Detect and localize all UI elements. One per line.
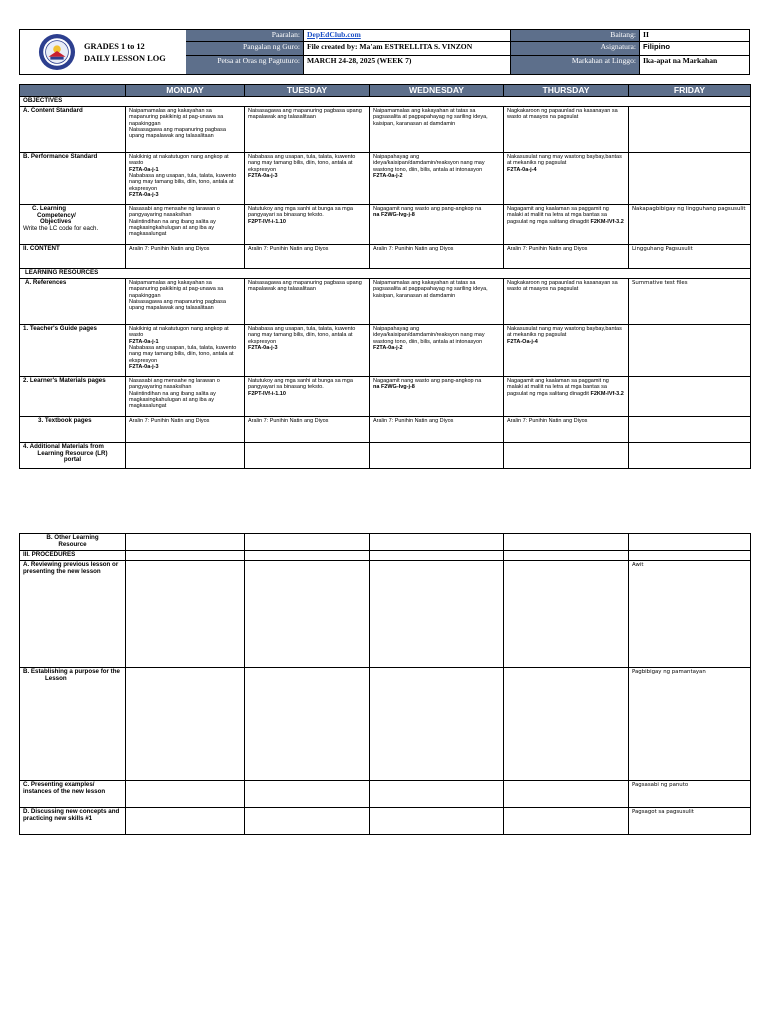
ps-wed-code: F2TA-0a-j-2 xyxy=(373,173,403,180)
ps-thursday xyxy=(504,152,629,204)
other-resources-label xyxy=(20,534,126,551)
dll-header xyxy=(19,29,750,75)
am-monday xyxy=(126,442,245,468)
quarter-label: Markahan at Linggo: xyxy=(511,56,640,74)
procedures-row xyxy=(20,551,751,561)
am-thursday xyxy=(504,442,629,468)
ref-friday: Summative test files xyxy=(629,278,751,324)
title-dll: DAILY LESSON LOG xyxy=(84,54,166,63)
proc-monday xyxy=(126,551,245,561)
purpose-label-1: B. Establishing a purpose for the xyxy=(23,667,120,675)
additional-materials-row xyxy=(20,442,751,468)
content-friday: Lingguhang Pagsusulit xyxy=(629,244,751,268)
lc-thu-text: Nagagamit ang kaalaman sa paggamit ng malaki at maliit na letra at mga bantas sa pagsulat ng mga salitang dinagdit xyxy=(507,205,609,225)
ref-wednesday: Naipamamalas ang kakayahan at tatas sa pagsasalita at pagpapahayag ng sariling ideya, kaisipan, karanasan at damdamin xyxy=(370,278,504,324)
tb-tuesday: Aralin 7: Punihin Natin ang Diyos xyxy=(245,416,370,442)
purpose-monday xyxy=(126,667,245,780)
day-wednesday: WEDNESDAY xyxy=(370,85,504,97)
day-thursday: THURSDAY xyxy=(504,85,629,97)
review-wednesday xyxy=(370,560,504,667)
tg-wednesday xyxy=(370,324,504,376)
or-label-2: Resource xyxy=(58,540,87,548)
cs-wednesday: Naipamamalas ang kakayahan at tatas sa pagsasalita at pagpapahayag ng sariling ideya, kaisipan, karanasan at damdamin xyxy=(370,106,504,152)
lm-wednesday xyxy=(370,376,504,416)
proc-thursday xyxy=(504,551,629,561)
or-monday xyxy=(126,534,245,551)
ps-wed-text: Naipapahayag ang ideya/kaisipan/damdamin/reaksyon nang may wastong tono, diin, bilis, antala at intonasyon xyxy=(373,153,485,173)
tg-wed-text: Naipapahayag ang ideya/kaisipan/damdamin/reaksyon nang may wastong tono, diin, bilis, antala at intonasyon xyxy=(373,325,485,345)
review-thursday xyxy=(504,560,629,667)
proc-friday xyxy=(629,551,751,561)
competency-label-1: C. Learning xyxy=(32,204,67,212)
dll-table-main xyxy=(19,84,751,469)
content-standard-row xyxy=(20,106,751,152)
teachers-guide-label: 1. Teacher's Guide pages xyxy=(20,324,126,376)
review-monday xyxy=(126,560,245,667)
logo-cell xyxy=(20,30,187,74)
purpose-label-2: Lesson xyxy=(45,674,67,682)
ps-thu-text: Nakasusulat nang may wastong baybay,bantas at mekaniks ng pagsulat xyxy=(507,153,622,167)
header-info-grid xyxy=(186,30,749,74)
or-wednesday xyxy=(370,534,504,551)
proc-wednesday xyxy=(370,551,504,561)
date-label: Petsa at Oras ng Pagtuturo: xyxy=(186,56,304,74)
deped-seal-icon xyxy=(38,33,76,71)
lc-wednesday xyxy=(370,204,504,244)
teacher-value: File created by: Ma'am ESTRELLITA S. VINZON xyxy=(304,42,511,56)
review-tuesday xyxy=(245,560,370,667)
lc-wed-text: Nagagamit nang wasto ang pang-angkop na xyxy=(373,205,482,212)
subject-label: Asignatura: xyxy=(511,42,640,56)
references-label: A. References xyxy=(20,278,126,324)
ref-monday: Naipamamalas ang kakayahan sa mapanuring pakikinig at pag-unawa sa napakinggan Naisasagawa ang mapanuring pagbasa upang mapalawak ang talasalitaan xyxy=(126,278,245,324)
presenting-thursday xyxy=(504,780,629,807)
presenting-monday xyxy=(126,780,245,807)
am-label-3: portal xyxy=(63,456,82,464)
or-friday xyxy=(629,534,751,551)
am-label-1: 4. Additional Materials from xyxy=(23,442,104,450)
school-label: Paaralan: xyxy=(186,30,304,42)
presenting-friday: Pagsasabi ng panuto xyxy=(629,780,751,807)
tb-friday xyxy=(629,416,751,442)
tb-thursday: Aralin 7: Punihin Natin ang Diyos xyxy=(504,416,629,442)
presenting-row xyxy=(20,780,751,807)
tg-tue-text: Nababasa ang usapan, tula, talata, kuwento nang may tamang bilis, diin, tono, antala at ekspresyon xyxy=(248,325,356,345)
discussing-friday: Pagsagot sa pagsusulit xyxy=(629,807,751,834)
day-friday: FRIDAY xyxy=(629,85,751,97)
cs-tuesday: Naisasagawa ang mapanuring pagbasa upang mapalawak ang talasalitaan xyxy=(245,106,370,152)
review-friday: Awit xyxy=(629,560,751,667)
lm-tuesday xyxy=(245,376,370,416)
school-link[interactable]: DepEdClub.com xyxy=(307,30,361,39)
lc-tue-code: F2PT-IVf-i-1.10 xyxy=(248,218,286,225)
day-tuesday: TUESDAY xyxy=(245,85,370,97)
purpose-label xyxy=(20,667,126,780)
teachers-guide-row xyxy=(20,324,751,376)
textbook-label: 3. Textbook pages xyxy=(20,416,126,442)
other-resources-row xyxy=(20,534,751,551)
tg-mon-text1: Nakikinig at nakatutugon nang angkop at wasto xyxy=(129,325,229,339)
school-value[interactable] xyxy=(304,30,511,42)
quarter-value: Ika-apat na Markahan xyxy=(640,56,749,74)
tb-wednesday: Aralin 7: Punihin Natin ang Diyos xyxy=(370,416,504,442)
am-label-2: Learning Resource (LR) xyxy=(37,449,108,457)
date-value: MARCH 24-28, 2025 (WEEK 7) xyxy=(304,56,511,74)
objectives-row xyxy=(20,97,751,107)
lc-friday: Nakapagbibigay ng lingguhang pagsusulit xyxy=(629,204,751,244)
performance-standard-label: B. Performance Standard xyxy=(20,152,126,204)
tg-thu-code: F2TA-Oa-j-4 xyxy=(507,338,538,345)
content-row xyxy=(20,244,751,268)
cs-friday xyxy=(629,106,751,152)
lc-thursday xyxy=(504,204,629,244)
ps-monday xyxy=(126,152,245,204)
performance-standard-row xyxy=(20,152,751,204)
day-header-row xyxy=(20,85,751,97)
discussing-label: D. Discussing new concepts and practicing new skills #1 xyxy=(20,807,126,834)
ref-tuesday: Naisasagawa ang mapanuring pagbasa upang mapalawak ang talasalitaan xyxy=(245,278,370,324)
ps-wednesday xyxy=(370,152,504,204)
textbook-row xyxy=(20,416,751,442)
procedures-heading: III. PROCEDURES xyxy=(20,551,126,561)
am-wednesday xyxy=(370,442,504,468)
presenting-label: C. Presenting examples/ instances of the new lesson xyxy=(20,780,126,807)
learners-materials-row xyxy=(20,376,751,416)
or-tuesday xyxy=(245,534,370,551)
learning-resources-row xyxy=(20,268,751,278)
presenting-wednesday xyxy=(370,780,504,807)
discussing-tuesday xyxy=(245,807,370,834)
competency-label-3: Objectives xyxy=(40,218,72,226)
purpose-friday: Pagbibigay ng pamantayan xyxy=(629,667,751,780)
lc-wed-code: na F2WG-Ivg-j-8 xyxy=(373,212,415,219)
discussing-wednesday xyxy=(370,807,504,834)
ps-mon-code1: F2TA-0a-j-1 xyxy=(129,166,159,173)
lm-thursday xyxy=(504,376,629,416)
discussing-thursday xyxy=(504,807,629,834)
purpose-wednesday xyxy=(370,667,504,780)
tb-monday: Aralin 7: Punihin Natin ang Diyos xyxy=(126,416,245,442)
day-monday: MONDAY xyxy=(126,85,245,97)
lm-tue-text: Natutukoy ang mga sanhi at bunga sa mga pangyayari sa binasang teksto. xyxy=(248,377,353,391)
review-label: A. Reviewing previous lesson or presenting the new lesson xyxy=(20,560,126,667)
discussing-row xyxy=(20,807,751,834)
content-thursday: Aralin 7: Punihin Natin ang Diyos xyxy=(504,244,629,268)
competency-label-2: Competency/ xyxy=(37,211,76,219)
grade-value: II xyxy=(640,30,749,42)
content-tuesday: Aralin 7: Punihin Natin ang Diyos xyxy=(245,244,370,268)
ps-tuesday xyxy=(245,152,370,204)
tg-mon-code1: F2TA-0a-j-1 xyxy=(129,338,159,345)
ps-tue-code: F2TA-0a-j-3 xyxy=(248,173,278,180)
lc-thu-code: F2KM-IVf-3.2 xyxy=(590,218,624,225)
lc-tuesday xyxy=(245,204,370,244)
tg-thursday xyxy=(504,324,629,376)
lc-monday: Nasasabi ang mensahe ng larawan o pangyayaring nasaksihan Naiintindihan na ang ibang salita ay magkasingkahulugan at ang iba ay magkasalungat xyxy=(126,204,245,244)
tg-tue-code: F2TA-0a-j-3 xyxy=(248,345,278,352)
tg-mon-code2: F2TA-0a-j-3 xyxy=(129,364,159,371)
title-grades: GRADES 1 to 12 xyxy=(84,42,145,51)
or-label-1: B. Other Learning xyxy=(46,534,99,541)
learners-materials-label: 2. Learner's Materials pages xyxy=(20,376,126,416)
ps-mon-code2: F2TA-0a-j-3 xyxy=(129,192,159,199)
content-label: II. CONTENT xyxy=(20,244,126,268)
references-row xyxy=(20,278,751,324)
tg-wed-code: F2TA-0a-j-2 xyxy=(373,345,403,352)
competency-row xyxy=(20,204,751,244)
discussing-monday xyxy=(126,807,245,834)
purpose-row xyxy=(20,667,751,780)
tg-mon-text2: Nababasa ang usapan, tula, talata, kuwento nang may tamang bilis, diin, tono, antala at ekspresyon xyxy=(129,345,237,364)
additional-materials-label xyxy=(20,442,126,468)
or-thursday xyxy=(504,534,629,551)
content-wednesday: Aralin 7: Punihin Natin ang Diyos xyxy=(370,244,504,268)
ps-tue-text: Nababasa ang usapan, tula, talata, kuwento nang may tamang bilis, diin, tono, antala at ekspresyon xyxy=(248,153,356,173)
review-row xyxy=(20,560,751,667)
ps-thu-code: F2TA-0a-j-4 xyxy=(507,166,537,173)
objectives-heading: OBJECTIVES xyxy=(20,97,751,107)
ps-friday xyxy=(629,152,751,204)
tg-tuesday xyxy=(245,324,370,376)
purpose-thursday xyxy=(504,667,629,780)
content-monday: Aralin 7: Punihin Natin ang Diyos xyxy=(126,244,245,268)
am-friday xyxy=(629,442,751,468)
lm-wed-text: Nagagamit nang wasto ang pang-angkop na xyxy=(373,377,482,384)
grade-label: Baitang: xyxy=(511,30,640,42)
purpose-tuesday xyxy=(245,667,370,780)
lc-tue-text: Natutukoy ang mga sanhi at bunga sa mga pangyayari sa binasang teksto. xyxy=(248,205,353,219)
learning-resources-heading: LEARNING RESOURCES xyxy=(20,268,751,278)
ps-mon-text2: Nababasa ang usapan, tula, talata, kuwento nang may tamang bilis, diin, tono, antala at ekspresyon xyxy=(129,173,237,192)
day-header-blank xyxy=(20,85,126,97)
ref-thursday: Nagkakaroon ng papaunlad na kasanayan sa wasto at maayos na pagsulat xyxy=(504,278,629,324)
ps-mon-text1: Nakikinig at nakatutugon nang angkop at wasto xyxy=(129,153,229,167)
lm-tue-code: F2PT-IVf-i-1.10 xyxy=(248,390,286,397)
tg-friday xyxy=(629,324,751,376)
teacher-label: Pangalan ng Guro: xyxy=(186,42,304,56)
am-tuesday xyxy=(245,442,370,468)
presenting-tuesday xyxy=(245,780,370,807)
lm-monday: Nasasabi ang mensahe ng larawan o pangyayaring nasaksihan Naiintindihan na ang ibang salita ay magkasingkahulugan at ang iba ay magkasalungat xyxy=(126,376,245,416)
lm-thu-code: F2KM-IVf-3.2 xyxy=(590,390,624,397)
cs-thursday: Nagkakaroon ng papaunlad na kasanayan sa wasto at maayos na pagsulat xyxy=(504,106,629,152)
competency-label xyxy=(20,204,126,244)
tg-thu-text: Nakasusulat nang may wastong baybay,bantas at mekaniks ng pagsulat xyxy=(507,325,622,339)
content-standard-label: A. Content Standard xyxy=(20,106,126,152)
dll-table-procedures xyxy=(19,533,751,835)
dll-title xyxy=(84,41,166,65)
competency-label-4: Write the LC code for each. xyxy=(23,225,99,233)
cs-monday: Naipamamalas ang kakayahan sa mapanuring pakikinig at pag-unawa sa napakinggan Naisasagawa ang mapanuring pagbasa upang mapalawak ang talasalitaan xyxy=(126,106,245,152)
lm-friday xyxy=(629,376,751,416)
subject-value: Filipino xyxy=(640,42,749,56)
tg-monday xyxy=(126,324,245,376)
lm-wed-code: na F2WG-Ivg-j-8 xyxy=(373,384,415,391)
lm-thu-text: Nagagamit ang kaalaman sa paggamit ng malaki at maliit na letra at mga bantas sa pagsulat ng mga salitang dinagdit xyxy=(507,377,609,397)
proc-tuesday xyxy=(245,551,370,561)
